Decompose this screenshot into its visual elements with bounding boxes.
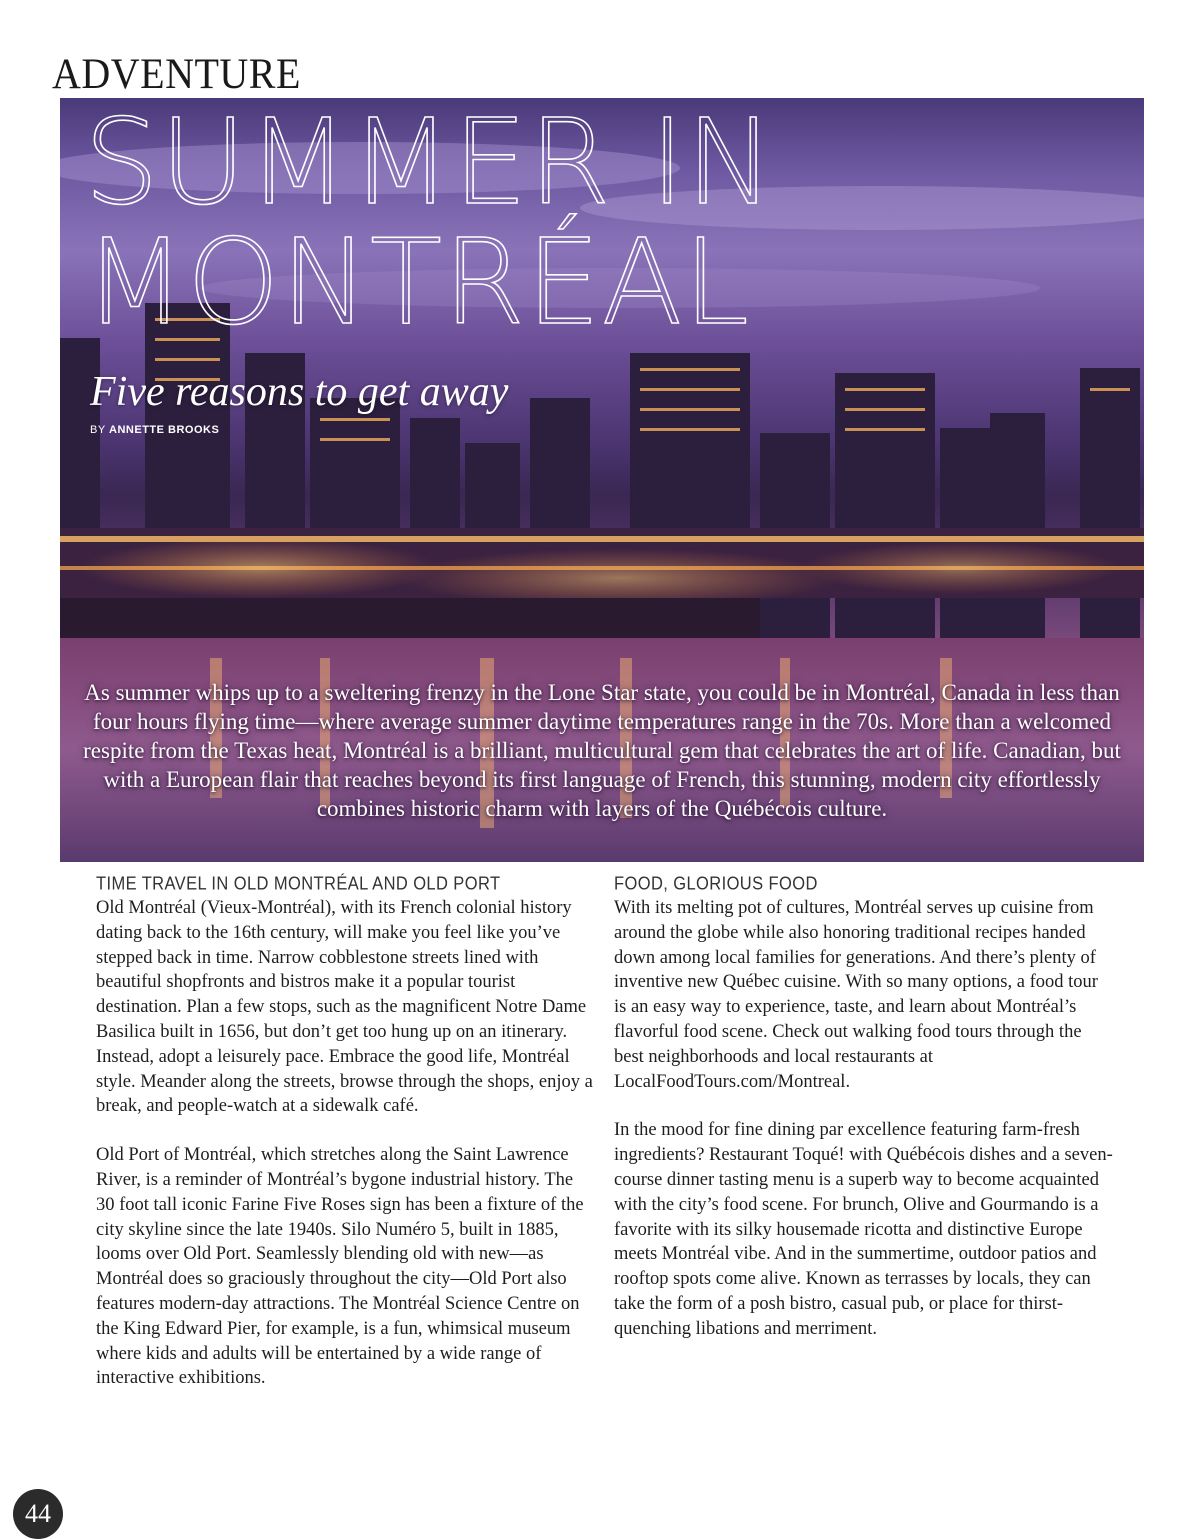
article-subtitle: Five reasons to get away xyxy=(90,369,509,415)
body-paragraph: Old Port of Montréal, which stretches along the Saint Lawrence River, is a reminder of Montréal’s bygone industrial history. The 30 foot tall iconic Farine Five Roses sign has been a fixture of the city skyline since the late 1940s. Silo Numéro 5, built in 1885, looms over Old Port. Seamlessly blending old with new—as Montréal does so graciously throughout the city—Old Port also features modern-day attractions. The Montréal Science Centre on the King Edward Pier, for example, is a fun, whimsical museum where kids and adults will be entertained by a wide range of interactive exhibitions. xyxy=(96,1145,584,1389)
hero-image xyxy=(60,98,1144,862)
body-paragraph: With its melting pot of cultures, Montréal serves up cuisine from around the globe while also honoring traditional recipes handed down among local families for generations. And there’s plenty of inventive new Québec cuisine. With so many options, a food tour is an easy way to experience, taste, and learn about Montréal’s flavorful food scene. Check out walking food tours through the best neighborhoods and local restaurants at LocalFoodTours.com/Montreal. xyxy=(614,898,1098,1092)
intro-paragraph: As summer whips up to a sweltering frenzy in the Lone Star state, you could be in Montréal, Canada in less than four hours flying time—where average summer daytime temperatures range in the 70s. More than a welcomed respite from the Texas heat, Montréal is a brilliant, multicultural gem that celebrates the art of life. Canadian, but with a European flair that reaches beyond its first language of French, this stunning, modern city effortlessly combines historic charm with layers of the Québécois culture. xyxy=(83,680,1121,821)
title-line-2: MONTRÉAL xyxy=(84,213,751,351)
page-number: 44 xyxy=(13,1489,63,1539)
author-name: ANNETTE BROOKS xyxy=(109,424,220,436)
title-line-1: SUMMER IN xyxy=(84,98,776,231)
left-column xyxy=(96,874,596,1415)
byline xyxy=(90,424,219,436)
section-heading-old-montreal: TIME TRAVEL IN OLD MONTRÉAL AND OLD PORT xyxy=(96,874,501,895)
right-column xyxy=(614,874,1114,1366)
body-paragraph: Old Montréal (Vieux-Montréal), with its French colonial history dating back to the 16th century, will make you feel like you’ve stepped back in time. Narrow cobblestone streets lined with beautiful shopfronts and bistros make it a popular tourist destination. Plan a few stops, such as the magnificent Notre Dame Basilica built in 1656, but don’t get too hung up on an itinerary. Instead, adopt a leisurely pace. Embrace the good life, Montréal style. Meander along the streets, browse through the shops, enjoy a break, and people-watch at a sidewalk café. xyxy=(96,898,593,1117)
body-paragraph: In the mood for fine dining par excellence featuring farm-fresh ingredients? Restaurant Toqué! with Québécois dishes and a seven-course dinner tasting menu is a superb way to become acquainted with the city’s food scene. For brunch, Olive and Gourmando is a favorite with its silky housemade ricotta and distinctive Europe meets Montréal vibe. And in the summertime, outdoor patios and rooftop spots come alive. Known as terrasses by locals, they can take the form of a posh bistro, casual pub, or place for thirst-quenching libations and merriment. xyxy=(614,1120,1113,1339)
section-label: ADVENTURE xyxy=(52,49,301,98)
section-heading-food: FOOD, GLORIOUS FOOD xyxy=(614,874,818,895)
article-title xyxy=(84,98,776,351)
byline-prefix: BY xyxy=(90,424,110,436)
